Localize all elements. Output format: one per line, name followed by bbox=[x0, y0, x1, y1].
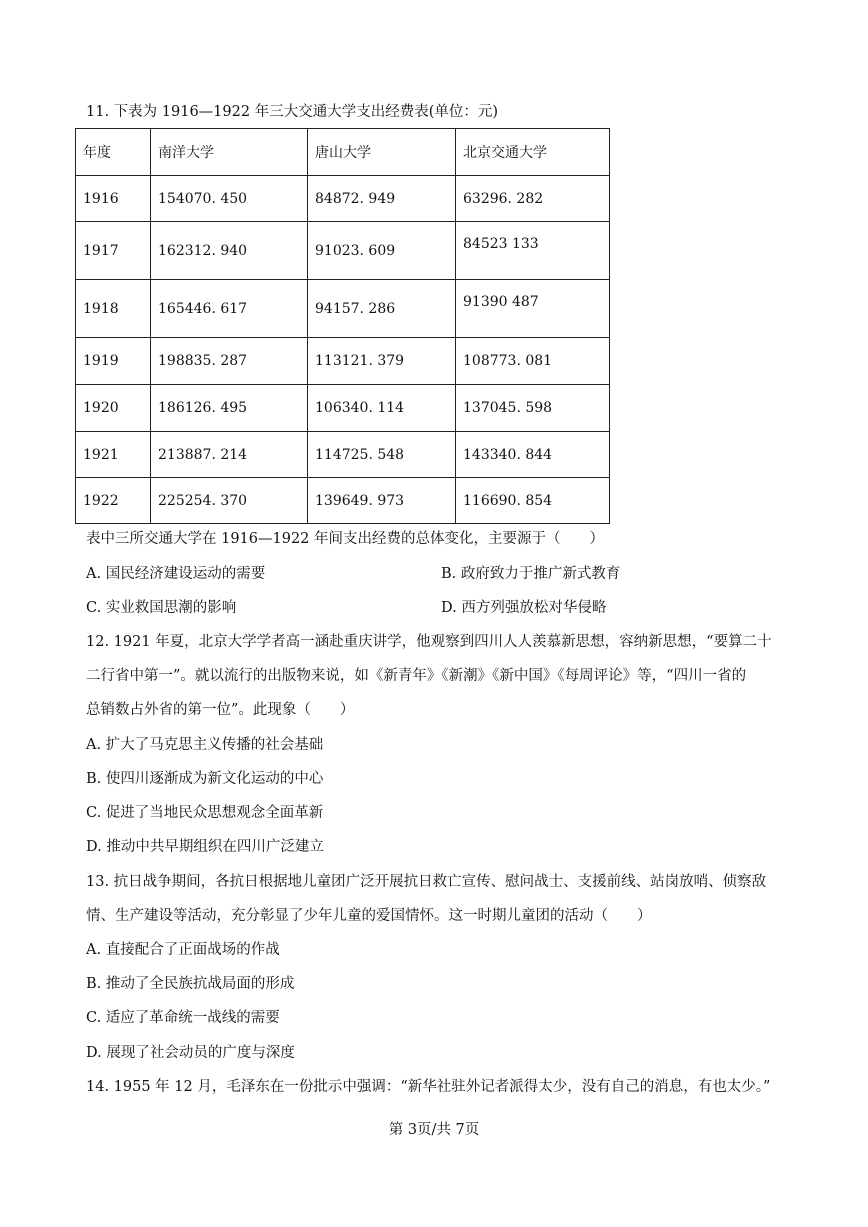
table-cell: 108773. 081 bbox=[456, 338, 610, 385]
table-header-cell: 南洋大学 bbox=[151, 129, 308, 176]
table-cell: 1920 bbox=[76, 385, 151, 432]
table-header-row bbox=[76, 129, 610, 176]
table-cell: 162312. 940 bbox=[151, 222, 308, 280]
table-cell: 165446. 617 bbox=[151, 280, 308, 338]
table-header-cell: 唐山大学 bbox=[308, 129, 456, 176]
table-cell: 154070. 450 bbox=[151, 176, 308, 222]
q11-option-c: C. 实业救国思潮的影响 bbox=[86, 600, 237, 616]
q13-option-d: D. 展现了社会动员的广度与深度 bbox=[86, 1045, 295, 1061]
q11-option-b: B. 政府致力于推广新式教育 bbox=[441, 566, 621, 582]
q12-option-d: D. 推动中共早期组织在四川广泛建立 bbox=[86, 839, 324, 855]
table-cell: 113121. 379 bbox=[308, 338, 456, 385]
table-cell: 1918 bbox=[76, 280, 151, 338]
table-row bbox=[76, 432, 610, 478]
q13-line-1: 13. 抗日战争期间，各抗日根据地儿童团广泛开展抗日救亡宣传、慰问战士、支援前线、站岗放哨、侦察敌 bbox=[86, 874, 767, 890]
table-cell: 1922 bbox=[76, 478, 151, 524]
q11-stem: 表中三所交通大学在 1916—1922 年间支出经费的总体变化，主要源于（ ） bbox=[86, 531, 605, 547]
table-header-cell: 年度 bbox=[76, 129, 151, 176]
q12-option-a: A. 扩大了马克思主义传播的社会基础 bbox=[86, 737, 324, 753]
q12-line-3: 总销数占外省的第一位”。此现象（ ） bbox=[86, 702, 355, 718]
table-row bbox=[76, 338, 610, 385]
table-cell: 186126. 495 bbox=[151, 385, 308, 432]
table-cell: 1917 bbox=[76, 222, 151, 280]
table-cell: 91390 487 bbox=[456, 280, 610, 338]
table-cell: 91023. 609 bbox=[308, 222, 456, 280]
table-cell: 143340. 844 bbox=[456, 432, 610, 478]
q13-option-a: A. 直接配合了正面战场的作战 bbox=[86, 942, 280, 958]
table-cell: 106340. 114 bbox=[308, 385, 456, 432]
q13-option-c: C. 适应了革命统一战线的需要 bbox=[86, 1010, 280, 1026]
table-row bbox=[76, 478, 610, 524]
table-cell: 137045. 598 bbox=[456, 385, 610, 432]
q11-title: 11. 下表为 1916—1922 年三大交通大学支出经费表(单位：元) bbox=[86, 104, 499, 120]
q12-line-2: 二行省中第一”。就以流行的出版物来说，如《新青年》《新潮》《新中国》《每周评论》等，“四川一省的 bbox=[86, 668, 747, 684]
table-row bbox=[76, 280, 610, 338]
q14-line-1: 14. 1955 年 12 月，毛泽东在一份批示中强调：“新华社驻外记者派得太少，没有自己的消息，有也太少。” bbox=[86, 1079, 771, 1095]
q13-line-2: 情、生产建设等活动，充分彰显了少年儿童的爱国情怀。这一时期儿童团的活动（ ） bbox=[86, 908, 652, 924]
table-cell: 1916 bbox=[76, 176, 151, 222]
table-cell: 213887. 214 bbox=[151, 432, 308, 478]
q11-option-a: A. 国民经济建设运动的需要 bbox=[86, 566, 266, 582]
table-cell: 114725. 548 bbox=[308, 432, 456, 478]
table-row bbox=[76, 385, 610, 432]
table-header-cell: 北京交通大学 bbox=[456, 129, 610, 176]
table-row bbox=[76, 222, 610, 280]
expense-table bbox=[75, 128, 610, 524]
table-cell: 84872. 949 bbox=[308, 176, 456, 222]
table-cell: 198835. 287 bbox=[151, 338, 308, 385]
table-cell: 225254. 370 bbox=[151, 478, 308, 524]
q11-option-d: D. 西方列强放松对华侵略 bbox=[441, 600, 607, 616]
table-cell: 94157. 286 bbox=[308, 280, 456, 338]
q12-line-1: 12. 1921 年夏，北京大学学者高一涵赴重庆讲学，他观察到四川人人羡慕新思想，容纳新思想，“要算二十 bbox=[86, 634, 772, 650]
q13-option-b: B. 推动了全民族抗战局面的形成 bbox=[86, 976, 295, 992]
table-cell: 63296. 282 bbox=[456, 176, 610, 222]
page-footer: 第 3页/共 7页 bbox=[388, 1122, 480, 1138]
table-cell: 139649. 973 bbox=[308, 478, 456, 524]
table-cell: 1921 bbox=[76, 432, 151, 478]
q12-option-c: C. 促进了当地民众思想观念全面革新 bbox=[86, 805, 324, 821]
table-cell: 1919 bbox=[76, 338, 151, 385]
q12-option-b: B. 使四川逐渐成为新文化运动的中心 bbox=[86, 771, 324, 787]
table-row bbox=[76, 176, 610, 222]
table-cell: 84523 133 bbox=[456, 222, 610, 280]
table-cell: 116690. 854 bbox=[456, 478, 610, 524]
